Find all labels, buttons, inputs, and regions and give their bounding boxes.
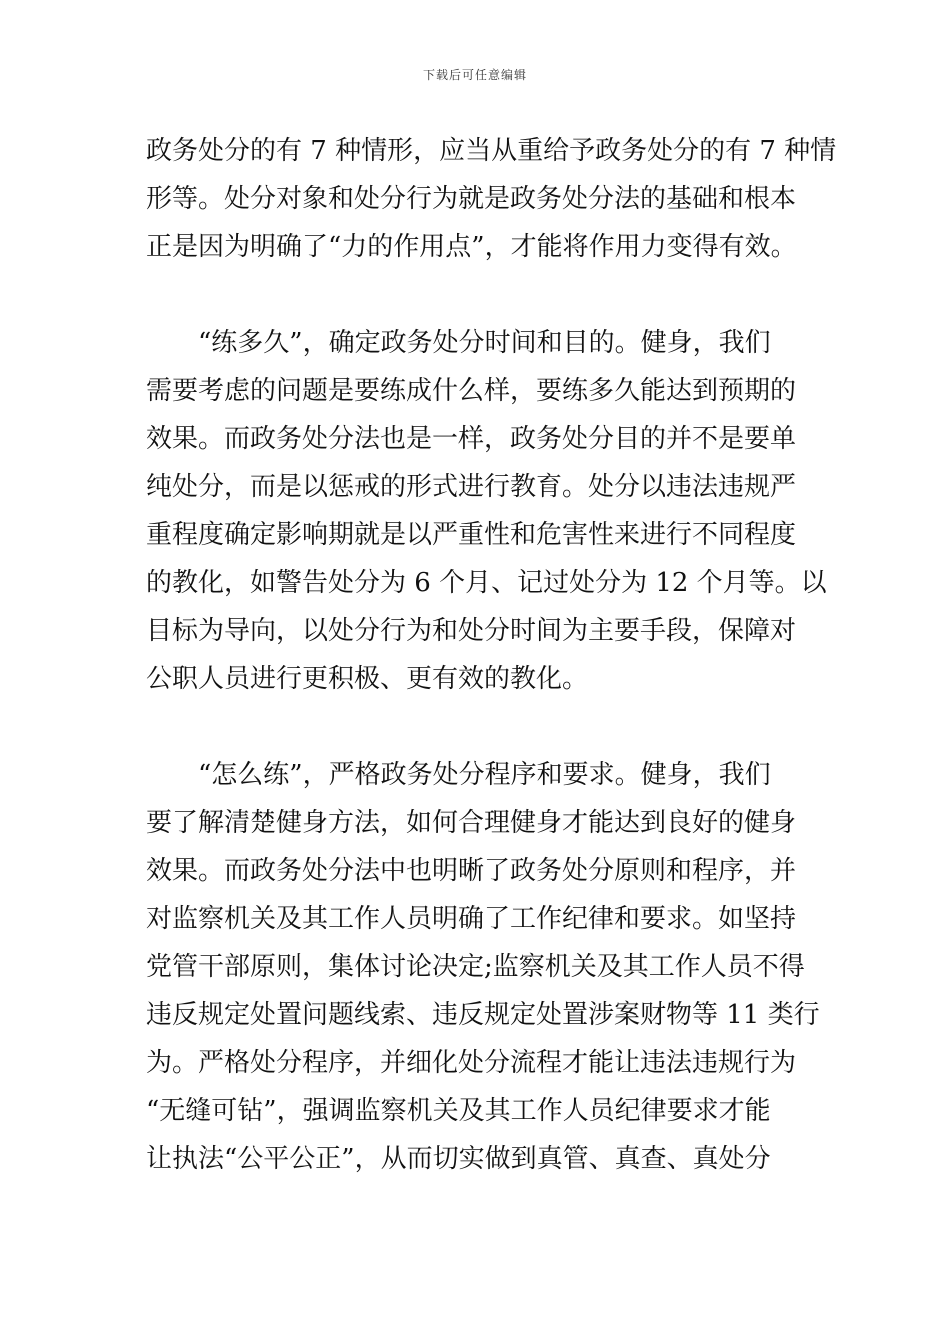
text-line: 党管干部原则，集体讨论决定;监察机关及其工作人员不得 [146, 952, 805, 982]
paragraph-2 [146, 319, 827, 703]
paragraph-gap [146, 703, 816, 751]
text-line: 效果。而政务处分法中也明晰了政务处分原则和程序，并 [146, 856, 797, 886]
paragraph-3 [146, 751, 820, 1183]
text-line: “练多久”，确定政务处分时间和目的。健身，我们 [198, 328, 771, 358]
page-header: 下载后可任意编辑 [422, 68, 527, 82]
text-line: “怎么练”，严格政务处分程序和要求。健身，我们 [198, 760, 771, 790]
paragraph-1 [146, 127, 837, 271]
text-line: 对监察机关及其工作人员明确了工作纪律和要求。如坚持 [146, 904, 797, 934]
text-line: 形等。处分对象和处分行为就是政务处分法的基础和根本 [146, 184, 797, 214]
text-line: 纯处分，而是以惩戒的形式进行教育。处分以违法违规严 [146, 472, 797, 502]
text-line: 效果。而政务处分法也是一样，政务处分目的并不是要单 [146, 424, 797, 454]
text-line: 重程度确定影响期就是以严重性和危害性来进行不同程度 [146, 520, 797, 550]
paragraph-gap [146, 271, 816, 319]
text-line: 让执法“公平公正”，从而切实做到真管、真查、真处分 [146, 1144, 771, 1174]
text-line: 需要考虑的问题是要练成什么样，要练多久能达到预期的 [146, 376, 797, 406]
text-line: 要了解清楚健身方法，如何合理健身才能达到良好的健身 [146, 808, 797, 838]
text-line: 公职人员进行更积极、更有效的教化。 [146, 664, 589, 694]
text-line: 违反规定处置问题线索、违反规定处置涉案财物等 11 类行 [146, 1000, 820, 1030]
text-line: 的教化，如警告处分为 6 个月、记过处分为 12 个月等。以 [146, 568, 827, 598]
text-line: “无缝可钻”，强调监察机关及其工作人员纪律要求才能 [146, 1096, 771, 1126]
document-body [146, 127, 837, 1183]
text-line: 政务处分的有 7 种情形，应当从重给予政务处分的有 7 种情 [146, 136, 837, 166]
text-line: 正是因为明确了“力的作用点”，才能将作用力变得有效。 [146, 232, 797, 262]
text-line: 目标为导向，以处分行为和处分时间为主要手段，保障对 [146, 616, 797, 646]
text-line: 为。严格处分程序，并细化处分流程才能让违法违规行为 [146, 1048, 797, 1078]
